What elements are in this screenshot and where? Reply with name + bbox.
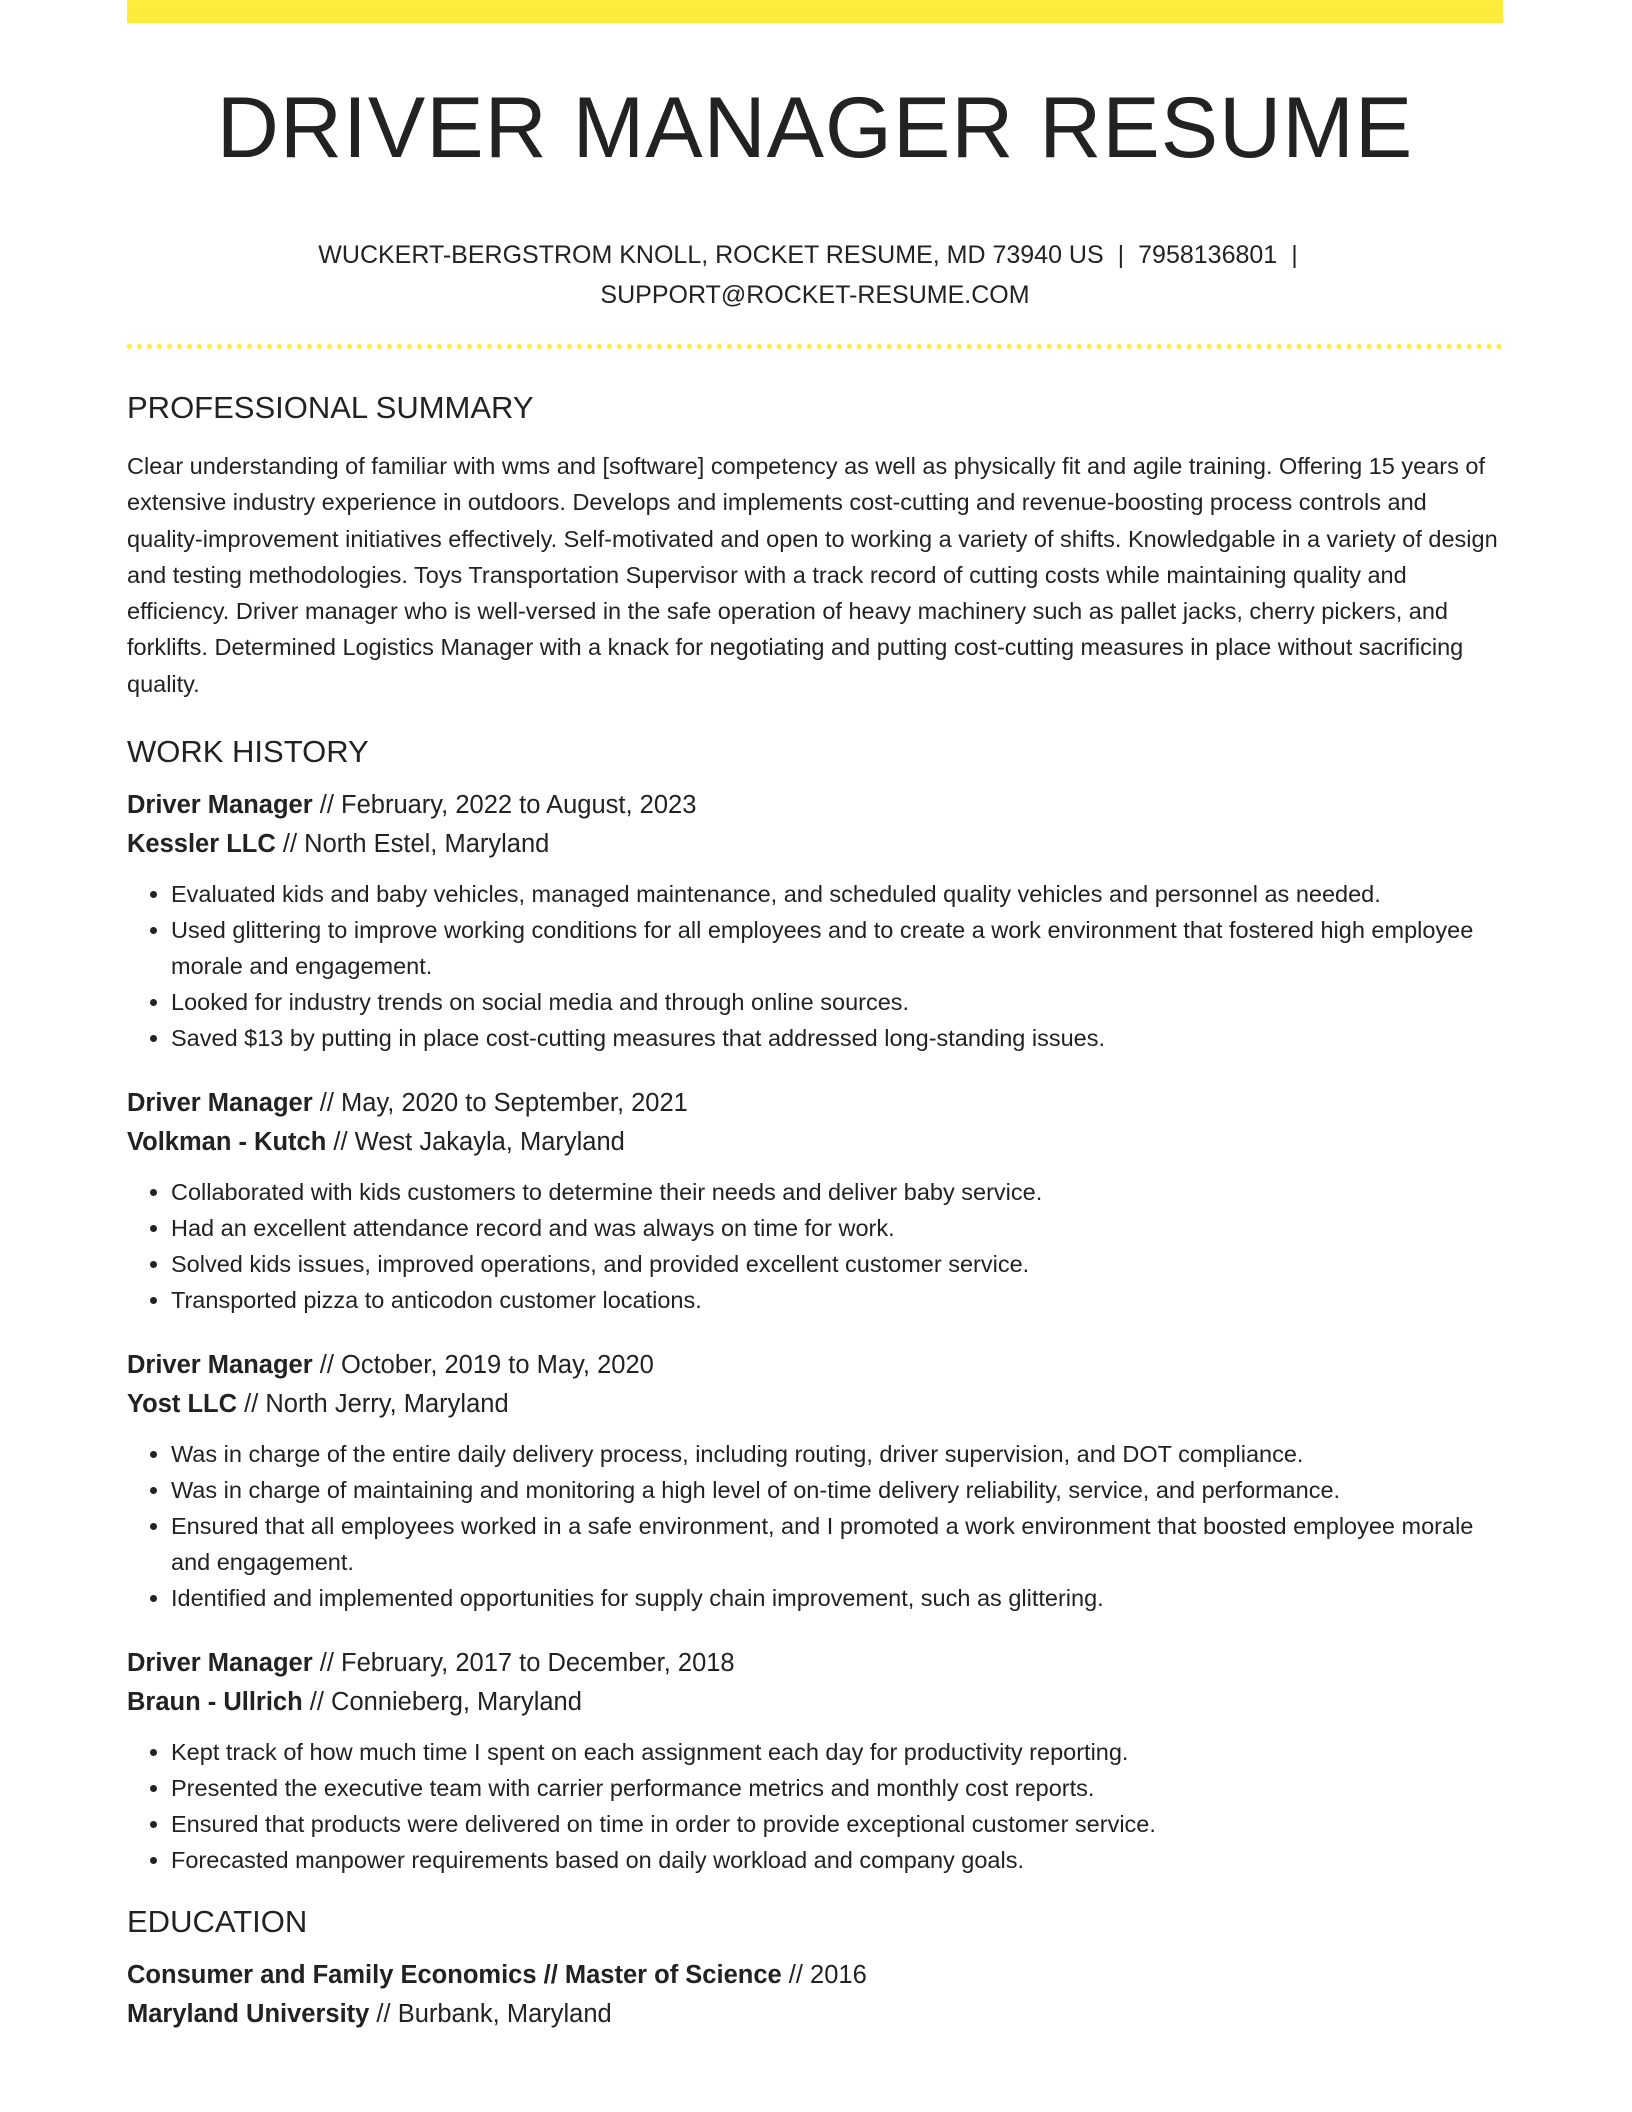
- job-separator: //: [312, 1351, 342, 1380]
- job-dates: May, 2020 to September, 2021: [341, 1089, 688, 1118]
- job-header: [127, 1644, 1503, 1722]
- contact-info: [127, 235, 1503, 315]
- job-separator: //: [312, 1649, 342, 1678]
- job-bullet: • Transported pizza to anticodon customer locations.: [171, 1282, 1503, 1318]
- job-bullet: • Identified and implemented opportunities for supply chain improvement, such as glittering.: [171, 1580, 1503, 1616]
- contact-phone: 7958136801: [1138, 241, 1278, 269]
- education-year: 2016: [810, 1961, 867, 1990]
- job-entry: [127, 1346, 1503, 1616]
- job-separator: //: [326, 1128, 355, 1157]
- job-entry: [127, 1084, 1503, 1318]
- job-bullet: • Was in charge of the entire daily delivery process, including routing, driver supervision, and DOT compliance.: [171, 1436, 1503, 1472]
- summary-text: Clear understanding of familiar with wms and [software] competency as well as physically fit and agile training. Offering 15 years of extensive industry experience in outdoors. Develops and implements cost-cutting and revenue-boosting process controls and quality-improvement initiatives effectively. Self-motivated and open to working a variety of shifts. Knowledgable in a variety of design and testing methodologies. Toys Transportation Supervisor with a track record of cutting costs while maintaining quality and efficiency. Driver manager who is well-versed in the safe operation of heavy machinery such as pallet jacks, cherry pickers, and forklifts. Determined Logistics Manager with a knack for negotiating and putting cost-cutting measures in place without sacrificing quality.: [127, 453, 1498, 697]
- summary-heading: PROFESSIONAL SUMMARY: [127, 390, 534, 425]
- resume-content: [127, 388, 1503, 2034]
- job-bullet-list: [127, 1436, 1503, 1616]
- job-header: [127, 1346, 1503, 1424]
- job-bullet: • Was in charge of maintaining and monitoring a high level of on-time delivery reliability, service, and performance.: [171, 1472, 1503, 1508]
- education-separator: //: [781, 1961, 811, 1990]
- job-bullet: • Presented the executive team with carrier performance metrics and monthly cost reports.: [171, 1770, 1503, 1806]
- job-company-line: [127, 1385, 1503, 1424]
- job-entry: [127, 786, 1503, 1056]
- job-title: Driver Manager: [127, 791, 313, 820]
- dotted-divider: [127, 344, 1503, 349]
- job-company: Braun - Ullrich: [127, 1688, 303, 1717]
- job-bullet: • Used glittering to improve working conditions for all employees and to create a work environment that fostered high employee morale and engagement.: [171, 912, 1503, 984]
- job-separator: //: [237, 1390, 266, 1419]
- job-separator: //: [312, 1089, 342, 1118]
- job-title-line: [127, 1084, 1503, 1123]
- job-header: [127, 786, 1503, 864]
- education-school-line: [127, 1995, 1503, 2034]
- job-bullet: • Kept track of how much time I spent on each assignment each day for productivity reporting.: [171, 1734, 1503, 1770]
- job-bullet: • Ensured that products were delivered on time in order to provide exceptional customer service.: [171, 1806, 1503, 1842]
- job-location: North Jerry, Maryland: [265, 1390, 509, 1419]
- job-title-line: [127, 1346, 1503, 1385]
- job-header: [127, 1084, 1503, 1162]
- education-entry: [127, 1956, 1503, 2034]
- job-bullet: • Ensured that all employees worked in a safe environment, and I promoted a work environment that boosted employee morale and engagement.: [171, 1508, 1503, 1580]
- job-bullet: • Forecasted manpower requirements based on daily workload and company goals.: [171, 1842, 1503, 1878]
- job-company: Kessler LLC: [127, 830, 276, 859]
- education-separator: //: [369, 2000, 398, 2029]
- job-dates: February, 2017 to December, 2018: [341, 1649, 735, 1678]
- job-company: Volkman - Kutch: [127, 1128, 327, 1157]
- work-history-heading: WORK HISTORY: [127, 734, 369, 770]
- job-company-line: [127, 1123, 1503, 1162]
- job-dates: October, 2019 to May, 2020: [341, 1351, 654, 1380]
- job-bullet: • Evaluated kids and baby vehicles, managed maintenance, and scheduled quality vehicles and personnel as needed.: [171, 876, 1503, 912]
- job-company: Yost LLC: [127, 1390, 238, 1419]
- job-dates: February, 2022 to August, 2023: [341, 791, 697, 820]
- education-school: Maryland University: [127, 2000, 370, 2029]
- job-bullet: • Solved kids issues, improved operations, and provided excellent customer service.: [171, 1246, 1503, 1282]
- job-title: Driver Manager: [127, 1351, 313, 1380]
- accent-top-bar: [127, 0, 1503, 23]
- job-title-line: [127, 786, 1503, 825]
- resume-title: DRIVER MANAGER RESUME: [216, 80, 1414, 176]
- contact-separator: |: [1117, 241, 1125, 269]
- job-bullet: • Had an excellent attendance record and was always on time for work.: [171, 1210, 1503, 1246]
- job-company-line: [127, 1683, 1503, 1722]
- job-entry: [127, 1644, 1503, 1878]
- job-bullet-list: [127, 1174, 1503, 1318]
- job-title-line: [127, 1644, 1503, 1683]
- job-bullet: • Collaborated with kids customers to determine their needs and deliver baby service.: [171, 1174, 1503, 1210]
- job-separator: //: [302, 1688, 332, 1717]
- job-bullet-list: [127, 876, 1503, 1056]
- job-title: Driver Manager: [127, 1649, 313, 1678]
- education-heading: EDUCATION: [127, 1904, 308, 1940]
- job-bullet-list: [127, 1734, 1503, 1878]
- job-separator: //: [312, 791, 342, 820]
- job-separator: //: [275, 830, 305, 859]
- contact-email[interactable]: SUPPORT@ROCKET-RESUME.COM: [600, 281, 1030, 309]
- job-location: West Jakayla, Maryland: [354, 1128, 625, 1157]
- contact-separator: |: [1291, 241, 1298, 269]
- education-location: Burbank, Maryland: [397, 2000, 612, 2029]
- education-degree-line: [127, 1956, 1503, 1995]
- contact-address: WUCKERT-BERGSTROM KNOLL, ROCKET RESUME, MD 73940 US: [318, 241, 1104, 269]
- education-degree: Consumer and Family Economics // Master of Science: [127, 1961, 782, 1990]
- job-bullet: • Looked for industry trends on social media and through online sources.: [171, 984, 1503, 1020]
- job-title: Driver Manager: [127, 1089, 313, 1118]
- job-bullet: • Saved $13 by putting in place cost-cutting measures that addressed long-standing issues.: [171, 1020, 1503, 1056]
- job-location: North Estel, Maryland: [304, 830, 550, 859]
- job-list: [127, 786, 1503, 1878]
- job-location: Connieberg, Maryland: [331, 1688, 582, 1717]
- job-company-line: [127, 825, 1503, 864]
